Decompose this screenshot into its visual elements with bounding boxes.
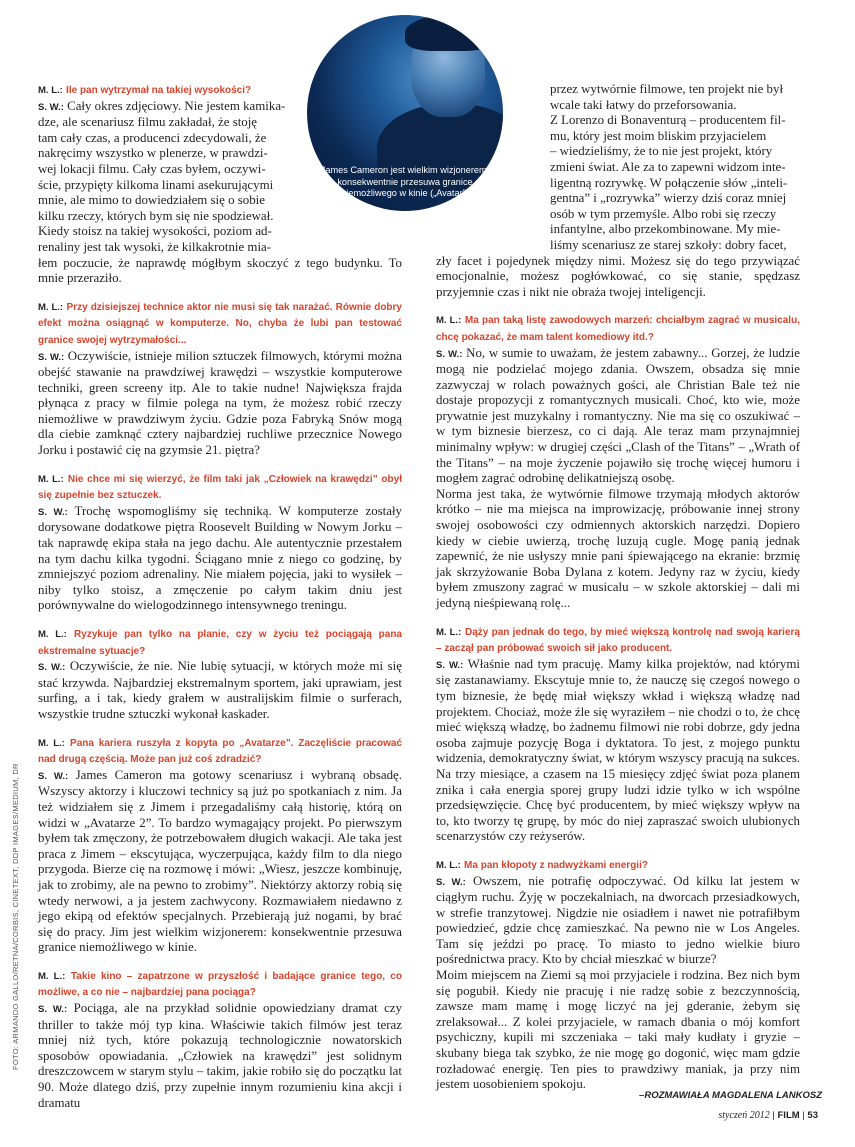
question-5: M. L.: Pana kariera ruszyła z kopyta po „Avatarze”. Zaczęliście pracować nad drugą częścią. Może pan już coś zdradzić? — [38, 737, 402, 766]
question-7: M. L.: Ma pan taką listę zawodowych marzeń: chciałbym zagrać w musicalu, chcę pokazać, że mam talent komediowy itd.? — [436, 315, 800, 343]
question-4: M. L.: Ryzykuje pan tylko na planie, czy w życiu też pociągają pana ekstremalne sytuacje? — [38, 629, 402, 657]
issue-date: styczeń 2012 — [718, 1110, 770, 1121]
answer-1-tail: łem poczucie, że naprawdę mógłbym skoczyć z tego budynku. To mnie przeraziło. — [38, 255, 402, 286]
question-9: M. L.: Ma pan kłopoty z nadwyżkami energii? — [436, 859, 648, 871]
page-footer: styczeń 2012 | FILM | 53 — [718, 1110, 818, 1121]
answer-7: S. W.: No, w sumie to uważam, że jestem zabawny... Gorzej, że ludzie mogą nie podzielać mojego zdania. Owszem, obsadza się mnie zazwyczaj w rolach poważnych gości, ale Christian Bale też nie dostaje propozycji z romantycznych musicali. Choć, kto wie, może prywatnie jest muzykalny i romantyczny. Nie ma się co oszukiwać – w tym biznesie bierzesz, co ci dają. Ale teraz mam przynajmniej minimalny wpływ: w drugiej części „Clash of the Titans” – „Wrath of the Titans” – na moje życzenie pojawiło się trochę więcej humoru i mogłem zagrać odrobinę delikatniejszą osobę. — [436, 345, 800, 486]
question-1: M. L.: Ile pan wytrzymał na takiej wysokości? — [38, 85, 252, 96]
answer-3: S. W.: Trochę wspomogliśmy się techniką. W komputerze zostały dorysowane dodatkowe piętra Roosevelt Building w Nowym Jorku – tak naprawdę ekipa stała na jego dachu. Ale autentycznie przestałem na tym dachu kilka tygodni. Ściągano mnie z niego co godzinę, by zmniejszyć poziom adrenaliny. Nie miałem pojęcia, jaki to wysiłek – niby tylko stoisz, a zmęczenie po całym takim dniu jest porównywalne do wielogodzinnego intensywnego treningu. — [38, 503, 402, 613]
photo-caption: James Cameron jest wielkim wizjonerem: konsekwentnie przesuwa granice niemożliwego w kinie („Avatar”) — [320, 165, 490, 198]
left-column — [38, 82, 402, 1111]
page-number: 53 — [807, 1110, 818, 1121]
answer-7b: Norma jest taka, że wytwórnie filmowe trzymają młodych aktorów krótko – nie ma miejsca na improwizację, próbowanie innej strony swojej osobowości czy odmiennych aktorskich narzędzi. Dopiero kiedy w ciebie uwierzą, trochę luzują cugle. Mogę panią jednak zapewnić, że nie usłyszy mnie pani śpiewającego na ekranie: brzmię jak skrzyżowanie Boba Dylana z kotem. Jedyny raz w życiu, kiedy byłem zmuszony zagrać w musicalu – w szkole aktorskiej – dali mi jedyną nieśpiewaną rolę... — [436, 486, 800, 610]
right-column — [436, 82, 800, 1093]
answer-5: S. W.: James Cameron ma gotowy scenariusz i wybraną obsadę. Wszyscy aktorzy i kluczowi technicy są już po spotkaniach z nim. Ja też widziałem się z Jimem i przegadaliśmy całą historię, którą on widzi w „Avatarze 2”. To bardzo wymagający projekt. Po pierwszym byłem tak zmęczony, że potrzebowałem długich wakacji. Ale taka jest praca z Jimem – ekscytująca, wyczerpująca, każdy film to dla niego przygoda. Bierze cię na rozmowę i mówi: „Wiesz, jeszcze kombinuję, jak to zrobimy, ale na pewno to zrobimy”. Niektórzy aktorzy robią się wtedy nerwowi, a ja jestem zachwycony. Rozmawiałem niedawno z jego ekipą od efektów specjalnych. Przebierają już nogami, by brać się do pracy. Jim jest wielkim wizjonerem: konsekwentnie przesuwa granice niemożliwego w kinie. — [38, 767, 402, 955]
answer-9b: Moim miejscem na Ziemi są moi przyjaciele i rodzina. Bez nich bym się pogubił. Kiedy nie pracuję i nie radzę sobie z bezczynnością, zawsze mam mamę i mogę liczyć na jej gderanie, żebym się zrelaksował... Z kolei przyjaciele, w ramach dbania o mój komfort psychiczny, kupili mi szczeniaka – taki mały kudłaty i gryzie – skubany biega tak szybko, że nie mogę go dogonić, więc mam gdzie rozładować energię. Ten pies to prawdziwy maniak, ja przy nim jestem uosobieniem spokoju. — [436, 968, 800, 1092]
answer-8: S. W.: Właśnie nad tym pracuję. Mamy kilka projektów, nad którymi się zastanawiamy. Ekscytuje mnie to, że nauczę się czegoś nowego o tym biznesie, że będę miał większy wkład i większą władzę nad projektem. Chociaż, może źle się wyraziłem – nie chodzi o to, że chcę mieć większą władzę, bo żadnemu filmowi nie robi dobrze, gdy jedna osoba zajmuje pozycję Boga i dyktatora. To jest, z mojego punktu widzenia, demokratyczny świat, w którym wszyscy pracują na sukces. Na trzy miesiące, a czasem na 15 miesięcy zdjęć świat poza planem znika i cała energia sporej grupy ludzi idzie tylko w ich wspólne przedsięwzięcie. Chcę być producentem, by mieć większy wpływ na to, kto tworzy tę grupę, by móc do niej zapraszać swoich ulubionych scenarzystów czy reżyserów. — [436, 656, 800, 844]
photo-hair — [405, 15, 493, 51]
answer-6: S. W.: Pociąga, ale na przykład solidnie opowiedziany dramat czy thriller to także mój typ kina. Właściwie takich filmów jest teraz mniej niż tych, które pokazują technologicznie nowatorskich sposobów opowiadania. „Człowiek na krawędzi” jest solidnym dreszczowcem w starym stylu – takim, jakie robiło się do początku lat 90. Może dlatego dziś, przy zupełnie innym rozumieniu kina akcji i dramatu — [38, 1001, 402, 1110]
answer-9: S. W.: Owszem, nie potrafię odpoczywać. Od kilku lat jestem w ciągłym ruchu. Żyję w poczekalniach, na dworcach przesiadkowych, w strefie tranzytowej. Nigdzie nie osiadłem i nawet nie potrafiłbym powiedzieć, gdzie chcę zamieszkać. Na pewno nie w Los Angeles. Tam się jeździ po pracę. To miasto to jedno wielkie biuro pośrednictwa pracy. Kto by chciał mieszkać w biurze? — [436, 873, 800, 967]
interviewer-credit: –ROZMAWIAŁA MAGDALENA LANKOSZ — [626, 1090, 822, 1101]
question-8: M. L.: Dąży pan jednak do tego, by mieć większą kontrolę nad swoją karierą – zaczął pan próbować swoich sił jako producent. — [436, 626, 800, 655]
question-3: M. L.: Nie chce mi się wierzyć, że film taki jak „Człowiek na krawędzi” obył się zupełnie bez sztuczek. — [38, 473, 402, 502]
question-2: M. L.: Przy dzisiejszej technice aktor nie musi się tak narażać. Równie dobry efekt można osiągnąć w komputerze. No, chyba że lubi pan testować granice swojej wytrzymałości... — [38, 301, 402, 346]
right-intro-wrapped: przez wytwórnie filmowe, ten projekt nie był wcale taki łatwy do przeforsowania. Z Lorenzo di Bonaventurą – producentem fil- mu, który jest moim bliskim przyjacielem – wiedzieliśmy, że to nie jest projekt, który zmieni świat. Ale za to zapewni widzom inte- ligentną rozrywkę. W połączenie słów „inteli- gentna” i „rozrywka” wierzy dziś coraz mniej osób w tym przemyśle. Albo robi się rzeczy infantylne, albo przekombinowane. My mie- liśmy scenariusz ze starej szkoły: dobry facet, — [550, 82, 788, 252]
question-6: M. L.: Takie kino – zapatrzone w przyszłość i badające granice tego, co możliwe, a co nie – najbardziej pana pociąga? — [38, 970, 402, 999]
answer-4: S. W.: Oczywiście, że nie. Nie lubię sytuacji, w których może mi się stać krzywda. Najbardziej ekstremalnym sportem, jaki uprawiam, jest surfing, a i tak, kiedy grałem w australijskim filmie o surferach, wszystkie trudne sztuczki wykonał kaskader. — [38, 659, 402, 721]
photo-credit: FOTO: ARMANDO GALLO/RETNA/CORBIS, CINETEXT, DDP IMAGES/MEDIUM, DR — [11, 763, 20, 1070]
answer-1-wrapped: S. W.: Cały okres zdjęciowy. Nie jestem kamika- dze, ale scenariusz filmu zakładał, że stoję tam cały czas, a producenci zdecydowali, że nakręcimy wszystko w plenerze, w prawdzi- wej lokacji filmu. Cały czas byłem, oczywi- ście, przypięty kilkoma linami asekurującymi mnie, ale mimo to dowiedziałem się o sobie kilku rzeczy, których bym się nie spodziewał. Kiedy stoisz na takiej wysokości, poziom ad- renaliny jest tak wysoki, że kilkakrotnie mia- — [38, 98, 286, 254]
answer-2: S. W.: Oczywiście, istnieje milion sztuczek filmowych, którymi można obejść stawanie na prawdziwej krawędzi – wszystkie komputerowe techniki, green screeny itp. Ale to takie nudne! Największa frajda płynąca z pracy w filmie polega na tym, że możesz robić rzeczy niemożliwe w prawdziwym życiu. Gdzie poza Fabryką Snów mogą dla ciebie zamknąć cztery najbardziej ruchliwe przecznice Nowego Jorku i postawić cię na gzymsie 21. piętra? — [38, 348, 402, 458]
magazine-name: FILM — [777, 1110, 800, 1121]
right-intro-tail: zły facet i pojedynek między nimi. Możesz się do tego przywiązać emocjonalnie, możesz pogłówkować, co się stanie, spędzasz przyjemnie czas i nikt nie obraża twojej inteligencji. — [436, 253, 800, 299]
